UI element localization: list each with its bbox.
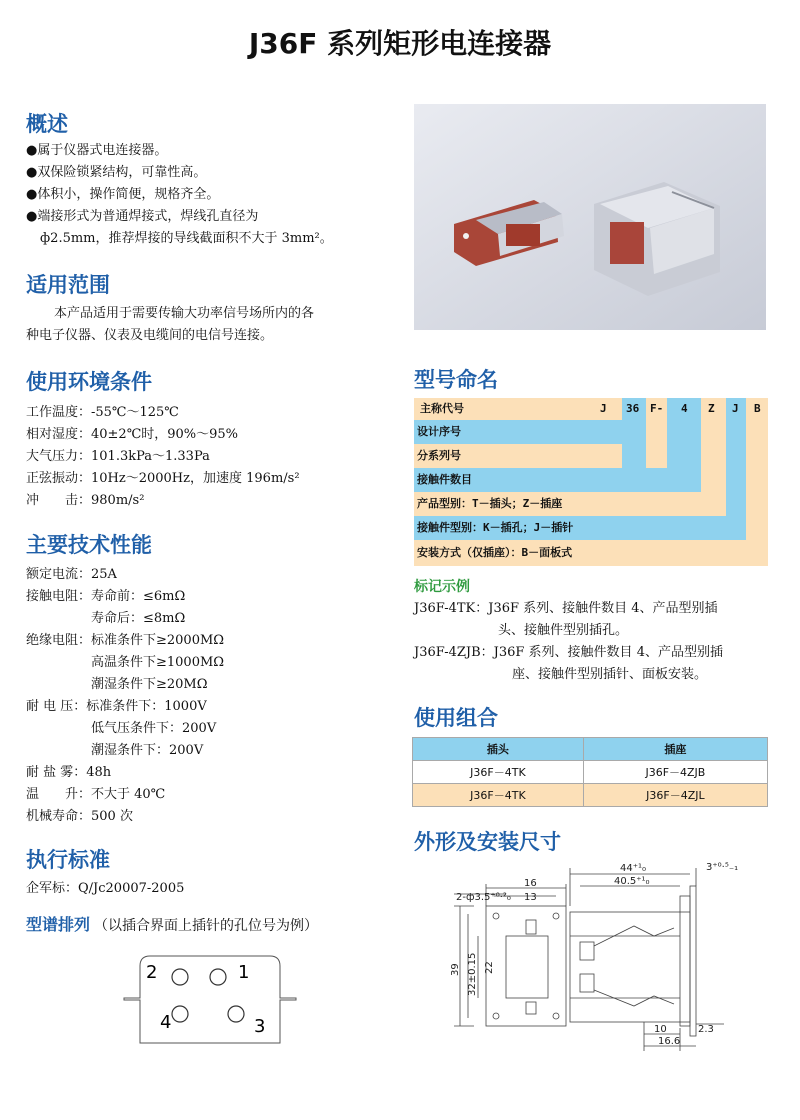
- environment-heading: 使用环境条件: [26, 370, 152, 394]
- environment-line: 工作温度：-55℃～125℃: [26, 405, 179, 420]
- pin-hole: [172, 969, 188, 985]
- overview-bullet: ●双保险锁紧结构，可靠性高。: [26, 165, 207, 180]
- naming-row: [414, 517, 573, 539]
- performance-list: [26, 564, 224, 828]
- product-photo: [414, 104, 766, 330]
- naming-heading: 型号命名: [414, 368, 498, 392]
- marking-desc: J36F 系列、接触件数目 4、产品型别插: [493, 645, 723, 660]
- marking-desc: J36F 系列、接触件数目 4、产品型别插: [488, 601, 718, 616]
- performance-line: 温 升：不大于 40℃: [26, 787, 166, 802]
- dimensions-heading: 外形及安装尺寸: [414, 830, 561, 854]
- environment-list: [26, 402, 300, 512]
- code-part: J: [600, 402, 607, 415]
- marking-example-cont: 座、接触件型别插针、面板安装。: [512, 667, 708, 682]
- pinout-note: （以插合界面上插针的孔位号为例）: [94, 918, 319, 934]
- performance-line: 低气压条件下：200V: [26, 721, 217, 736]
- usage-cell: J36F－4TK: [413, 784, 584, 807]
- pinout-diagram: [120, 948, 310, 1058]
- table-row: [413, 761, 768, 784]
- code-part: J: [732, 402, 739, 415]
- performance-line: 绝缘电阻：标准条件下≥2000MΩ: [26, 633, 225, 648]
- pin-hole: [210, 969, 226, 985]
- performance-line: 潮湿条件下：200V: [26, 743, 204, 758]
- scope-heading: 适用范围: [26, 273, 110, 297]
- naming-row-label: 分系列号: [417, 449, 461, 462]
- pin-label: 2: [146, 962, 158, 983]
- scope-line: 本产品适用于需要传输大功率信号场所内的各: [54, 306, 315, 321]
- dimension-drawing: [444, 856, 774, 1056]
- performance-line: 额定电流：25A: [26, 567, 117, 582]
- performance-line: 高温条件下≥1000MΩ: [26, 655, 225, 670]
- pin-hole: [228, 1006, 244, 1022]
- usage-cell: J36F－4ZJL: [583, 784, 767, 807]
- marking-heading: 标记示例: [414, 579, 470, 595]
- performance-heading: 主要技术性能: [26, 533, 152, 557]
- marking-example: [414, 598, 723, 620]
- usage-heading: 使用组合: [414, 706, 498, 730]
- overview-list: [26, 140, 333, 250]
- usage-column-header: 插座: [583, 738, 767, 761]
- marking-code: J36F-4ZJB：: [414, 645, 494, 660]
- usage-cell: J36F－4ZJB: [583, 761, 767, 784]
- marking-example-cont: 头、接触件型别插孔。: [498, 623, 629, 638]
- naming-row: [414, 398, 768, 420]
- environment-line: 大气压力：101.3kPa～1.33Pa: [26, 449, 210, 464]
- usage-header-row: [413, 738, 768, 761]
- marking-examples: [414, 598, 723, 686]
- marking-code: J36F-4TK：: [414, 601, 489, 616]
- pin-label: 3: [254, 1016, 266, 1037]
- performance-line: 耐 盐 雾：48h: [26, 765, 112, 780]
- naming-row-label: 产品型别：T－插头；Z－插座: [417, 497, 563, 510]
- dimension-label: 32±0.15: [467, 952, 478, 996]
- dimension-label: 16: [524, 878, 537, 889]
- standard-line: 企军标：Q/Jc20007-2005: [26, 881, 185, 896]
- dimension-label: 2.3: [698, 1024, 714, 1035]
- performance-line: 接触电阻：寿命前：≤6mΩ: [26, 589, 186, 604]
- performance-line: 潮湿条件下≥20MΩ: [26, 677, 208, 692]
- naming-row: [414, 493, 562, 515]
- scope-line: 种电子仪器、仪表及电缆间的电信号连接。: [26, 328, 274, 343]
- naming-row-label: 设计序号: [417, 425, 461, 438]
- naming-row-label: 接触件数目: [417, 473, 472, 486]
- dimension-label: 13: [524, 892, 537, 903]
- usage-table: [412, 737, 768, 807]
- code-part: 36: [626, 402, 640, 415]
- performance-line: 耐 电 压：标准条件下：1000V: [26, 699, 207, 714]
- pinout-heading: [26, 912, 318, 935]
- scope-text: [26, 303, 314, 347]
- overview-bullet-cont: ф2.5mm，推荐焊接的导线截面积不大于 3mm²。: [40, 231, 333, 246]
- overview-bullet: ●属于仪器式电连接器。: [26, 143, 168, 158]
- naming-row: [414, 542, 572, 564]
- code-part: B: [754, 402, 761, 415]
- standard-heading: 执行标准: [26, 848, 110, 872]
- marking-example: [414, 642, 723, 664]
- performance-line: 机械寿命：500 次: [26, 809, 133, 824]
- dimension-label: 44⁺¹₀: [620, 863, 647, 874]
- dimension-label: 2-ф3.5⁺⁰·²₀: [456, 892, 511, 903]
- overview-heading: 概述: [26, 112, 68, 136]
- environment-line: 相对湿度：40±2℃时，90%～95%: [26, 427, 239, 442]
- table-row: [413, 784, 768, 807]
- pinout-title: 型谱排列: [26, 915, 91, 934]
- overview-bullet: ●体积小，操作简便，规格齐全。: [26, 187, 220, 202]
- dimension-label: 22: [484, 961, 495, 974]
- naming-row-label: 接触件型别：K－插孔；J－插针: [417, 521, 574, 534]
- usage-column-header: 插头: [413, 738, 584, 761]
- pin-label: 4: [160, 1012, 172, 1033]
- naming-row-label: 安装方式（仅插座）：B－面板式: [417, 546, 573, 559]
- usage-cell: J36F－4TK: [413, 761, 584, 784]
- pin-hole: [172, 1006, 188, 1022]
- naming-row: [414, 469, 472, 491]
- code-part: F-: [650, 402, 664, 415]
- pin-label: 1: [238, 962, 250, 983]
- dimension-label: 39: [450, 963, 461, 976]
- dimension-label: 10: [654, 1024, 667, 1035]
- environment-line: 正弦振动：10Hz～2000Hz，加速度 196m/s²: [26, 471, 300, 486]
- code-part: 4: [681, 402, 688, 415]
- code-part: Z: [708, 402, 715, 415]
- dimension-label: 40.5⁺¹₀: [614, 876, 650, 887]
- naming-row: [414, 421, 461, 443]
- performance-line: 寿命后：≤8mΩ: [26, 611, 186, 626]
- naming-row: [414, 445, 461, 467]
- dimension-label: 3⁺⁰·⁵₋₁: [706, 862, 739, 873]
- environment-line: 冲 击：980m/s²: [26, 493, 145, 508]
- overview-bullet: ●端接形式为普通焊接式，焊线孔直径为: [26, 209, 259, 224]
- dimension-label: 16.6: [658, 1036, 681, 1047]
- page-title: J36F 系列矩形电连接器: [248, 27, 552, 60]
- naming-row-label: 主称代号: [420, 402, 464, 415]
